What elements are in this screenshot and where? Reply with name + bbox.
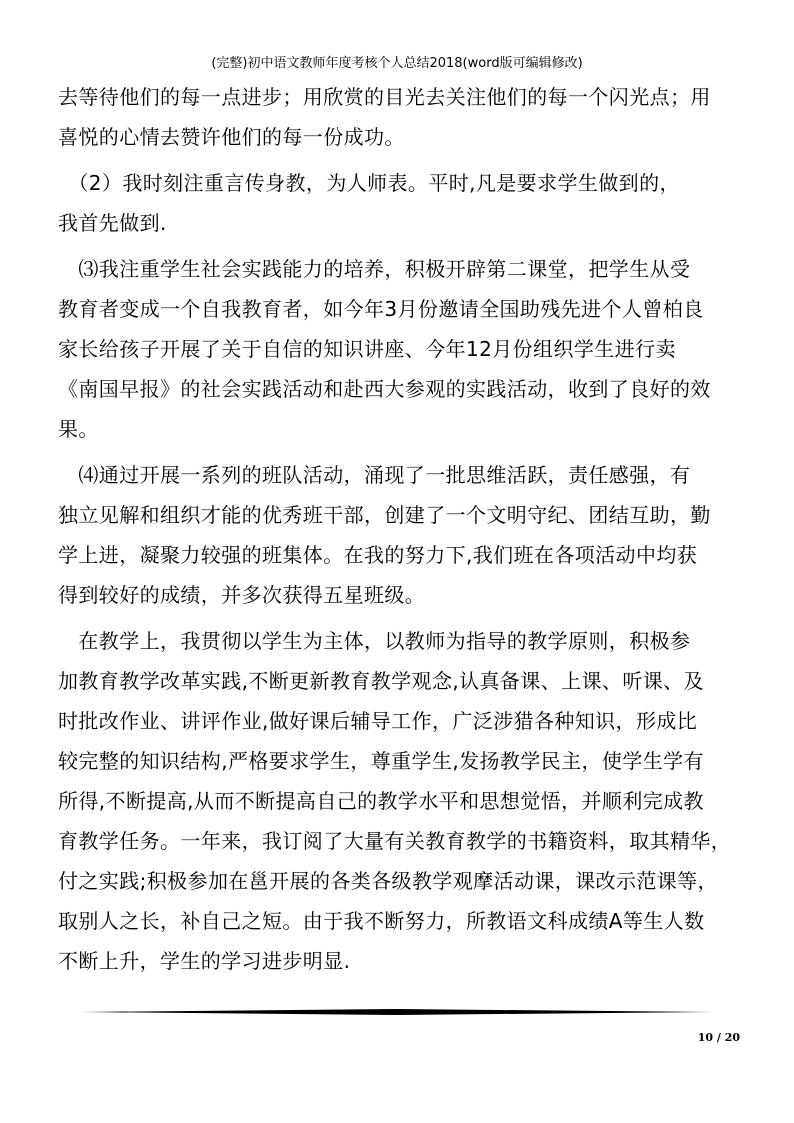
paragraph (58, 77, 748, 157)
text-line: 育教学任务。一年来，我订阅了大量有关教育教学的书籍资料，取其精华， (58, 829, 732, 853)
text-line: 学上进，凝聚力较强的班集体。在我的努力下,我们班在各项活动中均获 (58, 543, 698, 567)
text-line: 较完整的知识结构,严格要求学生，尊重学生,发扬教学民主，使学生学有 (58, 749, 704, 773)
text-line: （2）我时刻注重言传身教，为人师表。平时,凡是要求学生做到的， (58, 171, 680, 195)
text-line: 所得,不断提高,从而不断提高自己的教学水平和思想觉悟，并顺利完成教 (58, 789, 704, 813)
text-line: 喜悦的心情去赞许他们的每一份成功。 (58, 125, 405, 149)
text-line: 取别人之长，补自己之短。由于我不断努力，所教语文科成绩A等生人数 (58, 909, 705, 933)
document-header (0, 56, 794, 72)
text-line: 加教育教学改革实践,不断更新教育教学观念,认真备课、上课、听课、及 (58, 669, 704, 693)
text-line: ⑶我注重学生社会实践能力的培养，积极开辟第二课堂，把学生从受 (58, 257, 691, 281)
text-line: ⑷通过开展一系列的班队活动，涌现了一批思维活跃，责任感强，有 (58, 463, 691, 487)
text-line: 时批改作业、讲评作业,做好课后辅导工作，广泛涉猎各种知识，形成比 (58, 709, 698, 733)
paragraph (58, 455, 748, 615)
text-line: 我首先做到. (58, 211, 167, 235)
text-line: 果。 (58, 417, 99, 441)
text-line: 付之实践;积极参加在邕开展的各类各级教学观摩活动课，课改示范课等， (58, 869, 718, 893)
document-title: (完整)初中语文教师年度考核个人总结2018(word版可编辑修改) (211, 56, 583, 71)
text-line: 独立见解和组织才能的优秀班干部，创建了一个文明守纪、团结互助，勤 (58, 503, 711, 527)
text-line: 得到较好的成绩，并多次获得五星班级。 (58, 583, 426, 607)
text-line: 不断上升，学生的学习进步明显. (58, 949, 351, 973)
footer-divider (82, 1009, 712, 1015)
document-body (58, 77, 748, 981)
page-number: 10 / 20 (697, 1031, 740, 1044)
paragraph (58, 249, 748, 449)
text-line: 教育者变成一个自我教育者，如今年3月份邀请全国助残先进个人曾柏良 (58, 297, 704, 321)
text-line: 去等待他们的每一点进步；用欣赏的目光去关注他们的每一个闪光点；用 (58, 85, 711, 109)
text-line: 家长给孩子开展了关于自信的知识讲座、今年12月份组织学生进行卖 (58, 337, 676, 361)
text-line: 在教学上，我贯彻以学生为主体，以教师为指导的教学原则，积极参 (58, 629, 691, 653)
paragraph (58, 621, 748, 981)
paragraph (58, 163, 748, 243)
text-line: 《南国早报》的社会实践活动和赴西大参观的实践活动，收到了良好的效 (58, 377, 711, 401)
